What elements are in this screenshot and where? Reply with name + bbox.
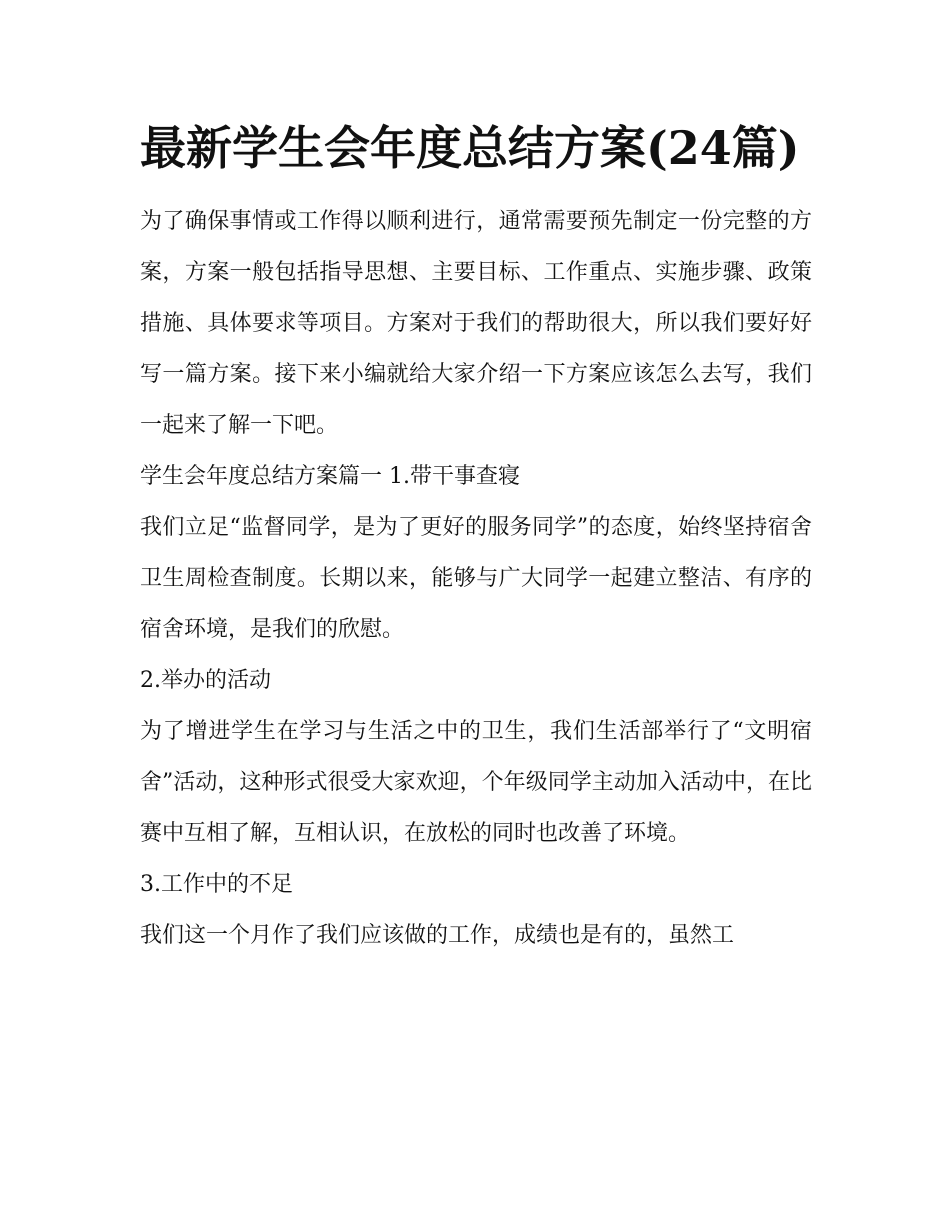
intro-paragraph: 为了确保事情或工作得以顺利进行，通常需要预先制定一份完整的方案，方案一般包括指导思想、主要目标、工作重点、实施步骤、政策措施、具体要求等项目。方案对于我们的帮助很大，所以我们要好好写一篇方案。接下来小编就给大家介绍一下方案应该怎么去写，我们一起来了解一下吧。 bbox=[140, 209, 812, 438]
section-heading-2: 2.举办的活动 bbox=[140, 668, 271, 693]
document-title: 最新学生会年度总结方案(24篇) bbox=[140, 121, 800, 175]
section-paragraph-3: 我们这一个月作了我们应该做的工作，成绩也是有的，虽然工 bbox=[140, 923, 735, 948]
document-page bbox=[140, 112, 812, 961]
section-heading-1: 学生会年度总结方案篇一 1.带干事查寝 bbox=[140, 464, 520, 489]
section-heading-3: 3.工作中的不足 bbox=[140, 872, 293, 897]
section-paragraph-1: 我们立足“监督同学，是为了更好的服务同学”的态度，始终坚持宿舍卫生周检查制度。长期以来，能够与广大同学一起建立整洁、有序的宿舍环境，是我们的欣慰。 bbox=[140, 515, 812, 642]
section-paragraph-2: 为了增进学生在学习与生活之中的卫生，我们生活部举行了“文明宿舍”活动，这种形式很受大家欢迎，个年级同学主动加入活动中，在比赛中互相了解，互相认识，在放松的同时也改善了环境。 bbox=[140, 719, 812, 846]
